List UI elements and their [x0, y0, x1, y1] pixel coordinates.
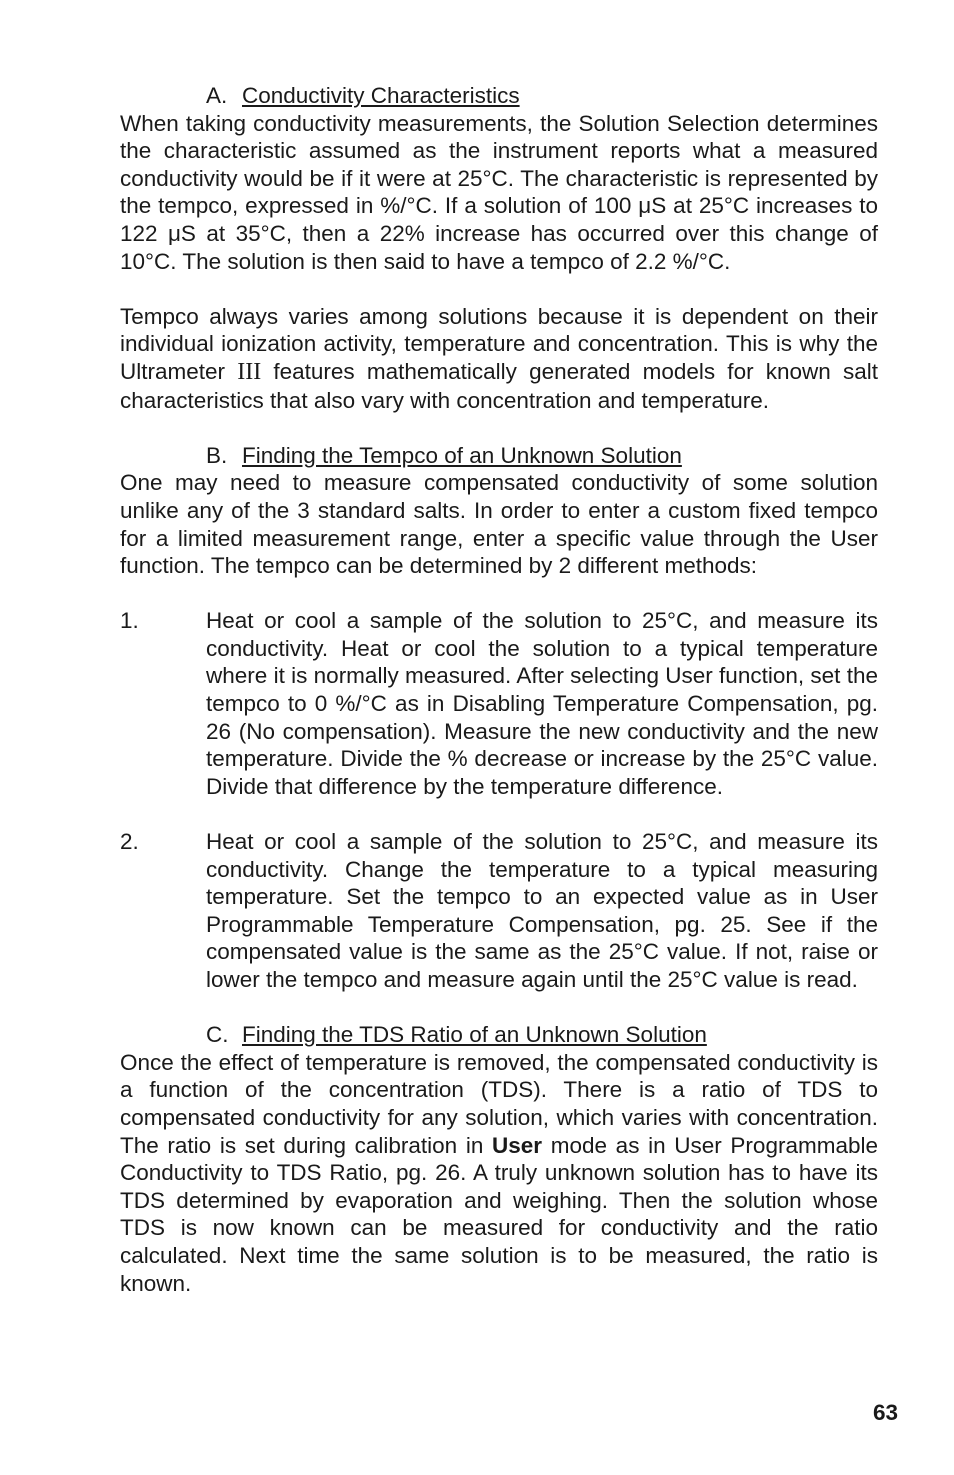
section-c-paragraph-1-text-start: Once the effect of temperature is removed, the compensated conductivity is a function of the concentration (TDS). There is a ratio of TDS to compensated conductivity for any solution, which varies with concentration. The ratio is set during calibration in — [120, 1049, 878, 1158]
method-item-2 — [120, 828, 878, 994]
section-a-paragraph-2-text-end: features mathematically generated models for known salt characteristics that also vary with concentration and temperature. — [120, 358, 878, 413]
section-a-title: Conductivity Characteristics — [242, 83, 520, 108]
method-item-text: Heat or cool a sample of the solution to 25°C, and measure its conductivity. Heat or cool the solution to a typical temperature where it is normally measured. After selecting User function, set the tempco to 0 %/°C as in Disabling Temperature Compensation, pg. 26 (No compensation). Measure the new conductivity and the new temperature. Divide the % decrease or increase by the 25°C value. Divide that difference by the temperature difference. — [206, 608, 878, 799]
spacer — [120, 800, 878, 828]
ultrameter-model-numeral: III — [237, 358, 262, 385]
user-mode-keyword: User — [492, 1132, 543, 1158]
section-a-paragraph-2 — [120, 303, 878, 414]
document-page — [120, 82, 878, 1297]
spacer — [120, 275, 878, 303]
section-b-letter: B. — [206, 442, 228, 468]
spacer — [120, 414, 878, 442]
section-a-letter: A. — [206, 83, 228, 108]
method-item-number: 1. — [120, 608, 139, 634]
section-b-paragraph-1: One may need to measure compensated conductivity of some solution unlike any of the 3 standard salts. In order to enter a custom fixed tempco for a limited measurement range, enter a specific value through the User function. The tempco can be determined by 2 different methods: — [120, 470, 878, 579]
method-item-1 — [120, 607, 878, 800]
method-item-number: 2. — [120, 829, 139, 855]
spacer — [120, 580, 878, 608]
spacer — [120, 994, 878, 1022]
section-c-paragraph-1-text-end: mode as in User Programmable Conductivity to TDS Ratio, pg. 26. A truly unknown solution has to have its TDS determined by evaporation and weighing. Then the solution whose TDS is now known can be measured for conductivity and the ratio calculated. Next time the same solution is to be measured, the ratio is known. — [120, 1132, 878, 1296]
section-a-paragraph-2-text-start: Tempco always varies among solutions because it is dependent on their individual ionization activity, temperature and concentration. This is why the Ultrameter — [120, 303, 878, 384]
section-b-heading — [120, 442, 878, 470]
section-c-paragraph-1 — [120, 1049, 878, 1297]
section-c-letter: C. — [206, 1022, 229, 1048]
section-c-title: Finding the TDS Ratio of an Unknown Solution — [242, 1022, 707, 1048]
method-item-text: Heat or cool a sample of the solution to 25°C, and measure its conductivity. Change the temperature to a typical measuring temperature. Set the tempco to an expected value as in User Programmable Temperature Compensation, pg. 25. See if the compensated value is the same as the 25°C value. If not, raise or lower the tempco and measure again until the 25°C value is read. — [206, 829, 878, 992]
section-a-heading — [120, 82, 878, 110]
page-number: 63 — [872, 1400, 898, 1425]
section-a-paragraph-1: When taking conductivity measurements, the Solution Selection determines the characteristic assumed as the instrument reports what a measured conductivity would be if it were at 25°C. The characteristic is represented by the tempco, expressed in %/°C. If a solution of 100 μS at 25°C increases to 122 μS at 35°C, then a 22% increase has occurred over this change of 10°C. The solution is then said to have a tempco of 2.2 %/°C. — [120, 110, 878, 274]
section-c-heading — [120, 1021, 878, 1049]
section-b-title: Finding the Tempco of an Unknown Solution — [242, 442, 682, 468]
